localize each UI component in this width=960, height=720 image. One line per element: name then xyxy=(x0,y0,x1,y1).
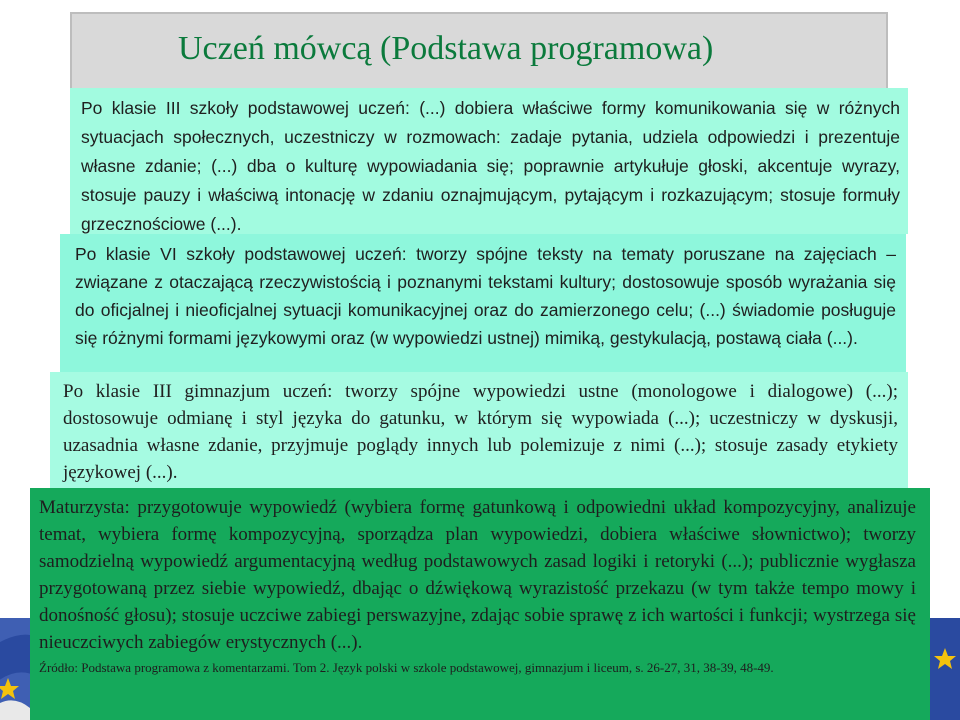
eu-flag-decoration-right xyxy=(930,618,960,720)
source-note: Źródło: Podstawa programowa z komentarzami. Tom 2. Język polski w szkole podstawowej, gimnazjum i liceum, s. 26-27, 31, 38-39, 48-49. xyxy=(39,660,774,675)
section-gymnasium-iii: Po klasie III gimnazjum uczeń: tworzy spójne wypowiedzi ustne (monologowe i dialogowe) (...); dostosowuje odmianę i styl języka do gatunku, w którym się wypowiada (...); uczestniczy w dyskusji, uzasadnia własne zdanie, przyjmuje poglądy innych lub polemizuje z nimi (...); stosuje zasady etykiety językowej (...). xyxy=(50,372,908,488)
section-matura: Maturzysta: przygotowuje wypowiedź (wybiera formę gatunkową i odpowiedni układ kompozycyjny, analizuje temat, wybiera formę kompozycyjną, sporządza plan wypowiedzi, dobiera właściwe słownictwo); tworzy samodzielną wypowiedź argumentacyjną według podstawowych zasad logiki i retoryki (...); publicznie wygłasza przygotowaną przez siebie wypowiedź, dbając o dźwiękową wyrazistość przekazu (w tym także tempo mowy i donośność głosu); stosuje uczciwe zabiegi perswazyjne, zdając sobie sprawę z ich wartości i funkcji; wystrzega się nieuczciwych zabiegów erystycznych (...). xyxy=(39,497,916,653)
slide-title: Uczeń mówcą (Podstawa programowa) xyxy=(178,30,714,67)
eu-flag-decoration-left xyxy=(0,618,30,720)
section-primary-vi: Po klasie VI szkoły podstawowej uczeń: tworzy spójne teksty na tematy poruszane na zajęciach – związane z otaczającą rzeczywistością i poznanymi tekstami kultury; dostosowuje sposób wyrażania się do oficjalnej i nieoficjalnej sytuacji komunikacyjnej oraz do zamierzonego celu; (...) świadomie posługuje się różnymi formami językowymi oraz (w wypowiedzi ustnej) mimiką, gestykulacją, postawą ciała (...). xyxy=(60,234,906,372)
section-primary-iii: Po klasie III szkoły podstawowej uczeń: (...) dobiera właściwe formy komunikowania się w różnych sytuacjach społecznych, uczestniczy w rozmowach: zadaje pytania, udziela odpowiedzi i prezentuje własne zdanie; (...) dba o kulturę wypowiadania się; poprawnie artykułuje głoski, akcentuje wyrazy, stosuje pauzy i właściwą intonację w zdaniu oznajmującym, pytającym i rozkazującym; stosuje formuły grzecznościowe (...). xyxy=(70,88,908,234)
section-matura-panel xyxy=(30,488,930,720)
